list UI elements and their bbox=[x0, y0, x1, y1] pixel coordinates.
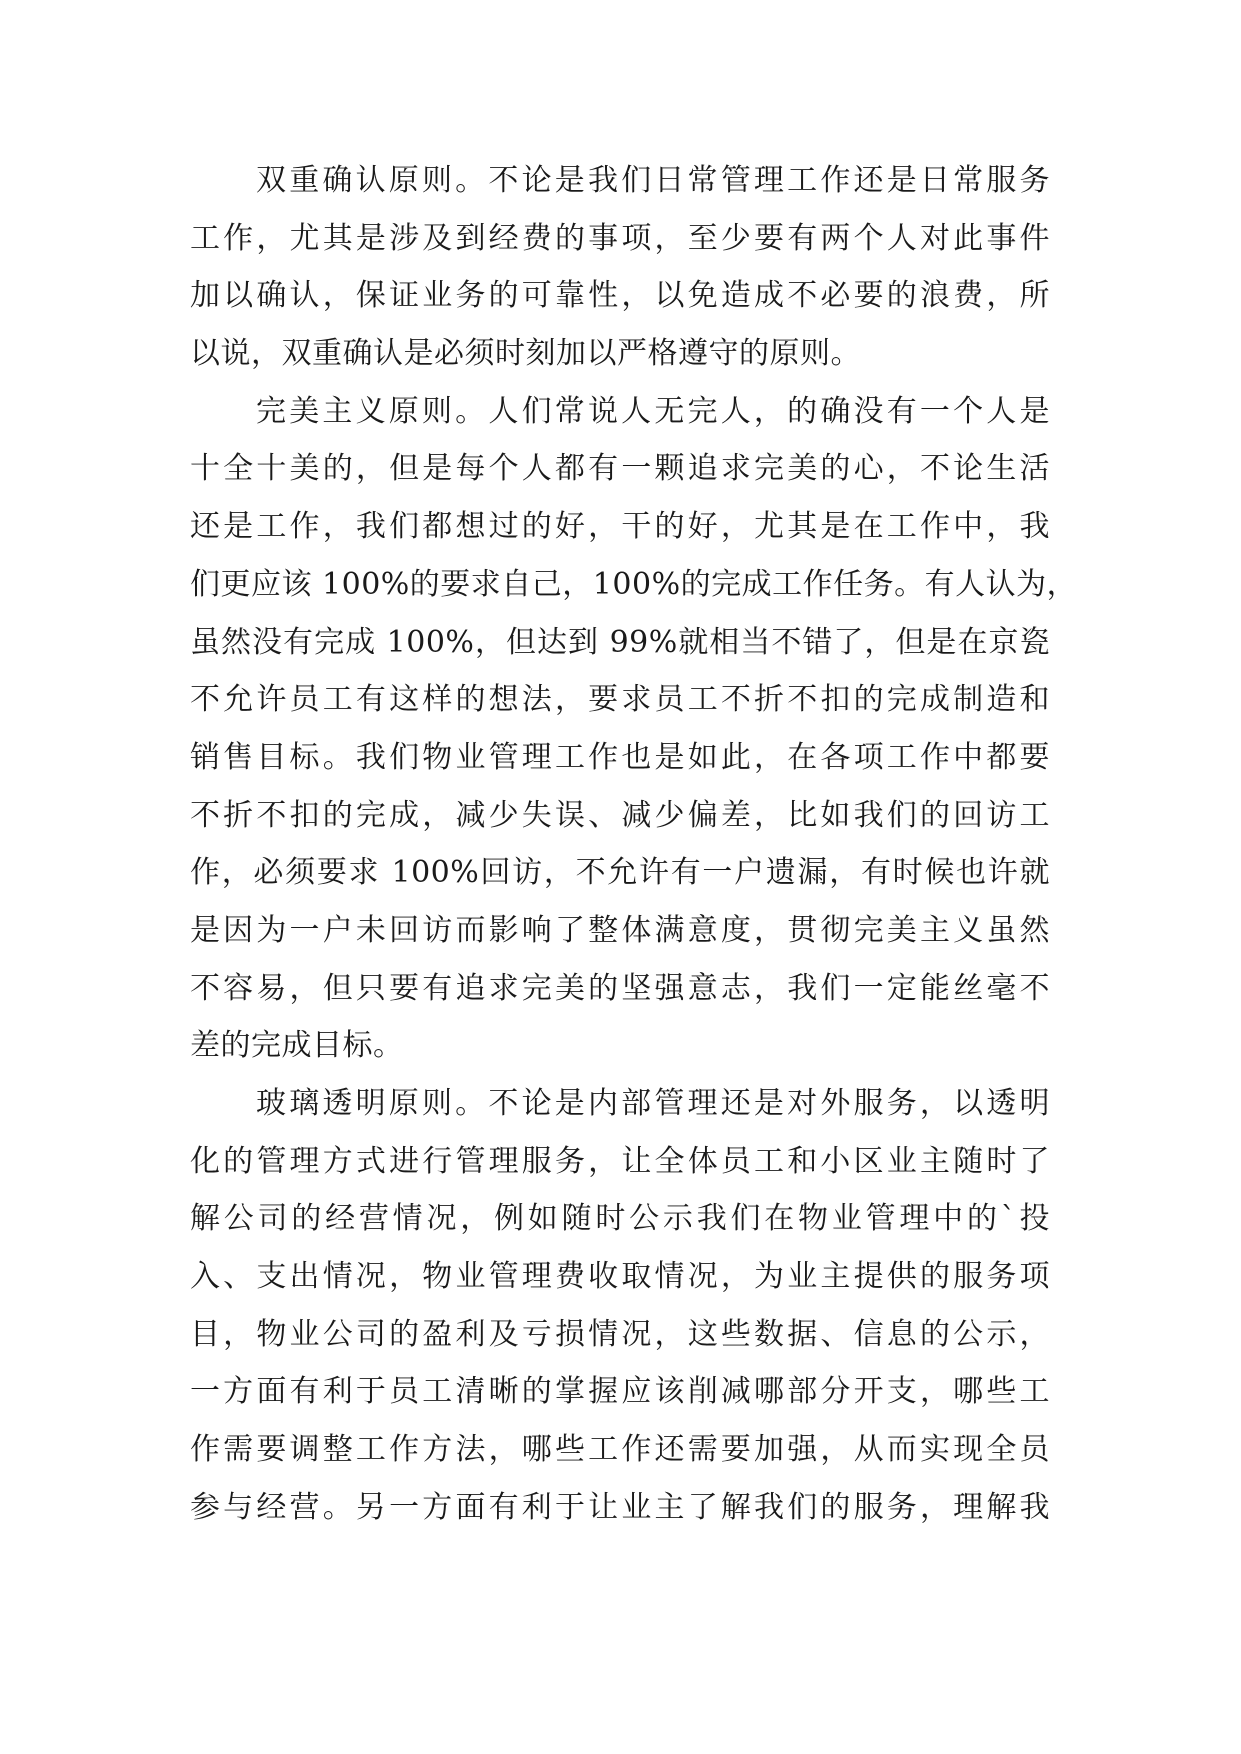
text-line: 解公司的经营情况，例如随时公示我们在物业管理中的`投 bbox=[190, 1201, 1050, 1237]
text-line: 不容易，但只要有追求完美的坚强意志，我们一定能丝毫不 bbox=[190, 970, 1050, 1006]
text-line: 一方面有利于员工清晰的掌握应该削减哪部分开支，哪些工 bbox=[190, 1374, 1050, 1410]
text-line: 玻璃透明原则。不论是内部管理还是对外服务，以透明 bbox=[256, 1086, 1050, 1121]
text-line: 参与经营。另一方面有利于让业主了解我们的服务，理解我 bbox=[190, 1489, 1050, 1525]
text-line: 十全十美的，但是每个人都有一颗追求完美的心，不论生活 bbox=[190, 451, 1050, 487]
text-line: 双重确认原则。不论是我们日常管理工作还是日常服务 bbox=[256, 163, 1050, 198]
text-line: 不折不扣的完成，减少失误、减少偏差，比如我们的回访工 bbox=[190, 797, 1050, 833]
text-line: 作，必须要求 100%回访，不允许有一户遗漏，有时候也许就 bbox=[190, 855, 1050, 891]
text-line: 目，物业公司的盈利及亏损情况，这些数据、信息的公示， bbox=[190, 1316, 1050, 1352]
text-line: 作需要调整工作方法，哪些工作还需要加强，从而实现全员 bbox=[190, 1432, 1050, 1468]
text-line: 以说，双重确认是必须时刻加以严格遵守的原则。 bbox=[190, 336, 861, 372]
text-line: 工作，尤其是涉及到经费的事项，至少要有两个人对此事件 bbox=[190, 220, 1050, 256]
text-line: 虽然没有完成 100%，但达到 99%就相当不错了，但是在京瓷 bbox=[190, 624, 1050, 660]
text-line: 是因为一户未回访而影响了整体满意度，贯彻完美主义虽然 bbox=[190, 912, 1050, 948]
text-line: 完美主义原则。人们常说人无完人，的确没有一个人是 bbox=[256, 393, 1050, 429]
text-line: 们更应该 100%的要求自己，100%的完成工作任务。有人认为， bbox=[190, 566, 1078, 602]
text-line: 还是工作，我们都想过的好，干的好，尤其是在工作中，我 bbox=[190, 509, 1050, 545]
document-body bbox=[190, 152, 1078, 1537]
text-line: 差的完成目标。 bbox=[190, 1028, 404, 1064]
text-line: 销售目标。我们物业管理工作也是如此，在各项工作中都要 bbox=[190, 739, 1050, 775]
text-line: 不允许员工有这样的想法，要求员工不折不扣的完成制造和 bbox=[190, 682, 1050, 718]
text-line: 加以确认，保证业务的可靠性，以免造成不必要的浪费，所 bbox=[190, 278, 1050, 314]
text-line: 化的管理方式进行管理服务，让全体员工和小区业主随时了 bbox=[190, 1143, 1050, 1179]
text-line: 入、支出情况，物业管理费收取情况，为业主提供的服务项 bbox=[190, 1259, 1050, 1295]
